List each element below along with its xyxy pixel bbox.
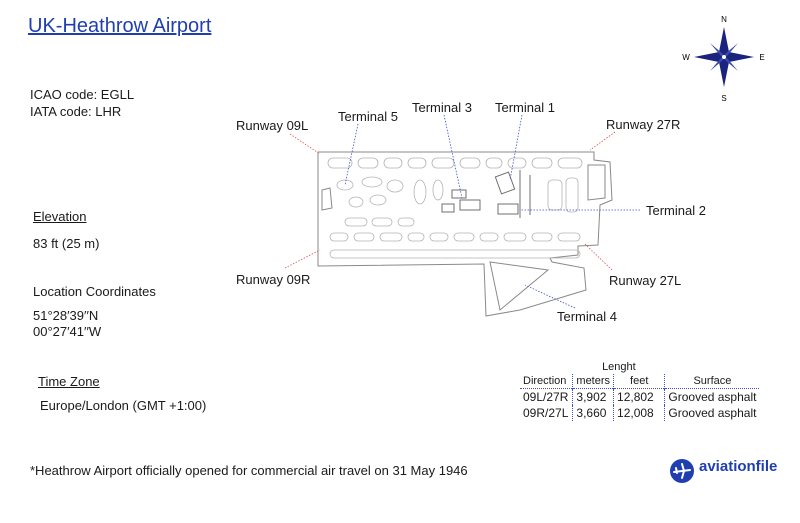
terminal-2-label: Terminal 2 [646, 203, 706, 218]
terminal-1-label: Terminal 1 [495, 100, 555, 115]
terminal-5-label: Terminal 5 [338, 109, 398, 124]
compass-e: E [759, 53, 765, 62]
row2-surface: Grooved asphalt [668, 406, 757, 420]
longitude-value: 00°27′41′′W [33, 324, 102, 339]
terminal-3-label: Terminal 3 [412, 100, 472, 115]
runway-09r-label: Runway 09R [236, 272, 311, 287]
surface-header: Surface [693, 375, 732, 387]
elevation-heading: Elevation [33, 209, 87, 224]
iata-code: IATA code: LHR [30, 104, 122, 119]
brand[interactable] [670, 458, 777, 475]
icao-code: ICAO code: EGLL [30, 87, 135, 102]
compass-rose-icon [694, 27, 754, 87]
row1-meters: 3,902 [573, 389, 614, 406]
taxiway-grid [328, 158, 582, 258]
terminal-4-label: Terminal 4 [557, 309, 617, 324]
row1-surface: Grooved asphalt [668, 390, 757, 404]
latitude-value: 51°28′39′′N [33, 308, 99, 323]
location-heading: Location Coordinates [33, 284, 156, 299]
elevation-value: 83 ft (25 m) [33, 236, 100, 251]
terminal-buildings [442, 170, 530, 218]
runway-09l-label: Runway 09L [236, 118, 309, 133]
row2-feet: 12,008 [614, 405, 665, 421]
table-row [520, 405, 759, 421]
page-title[interactable]: UK-Heathrow Airport [28, 15, 212, 37]
footnote: *Heathrow Airport officially opened for commercial air travel on 31 May 1946 [30, 463, 468, 478]
row1-direction: 09L/27R [520, 389, 573, 406]
compass-s: S [721, 94, 727, 103]
direction-header: Direction [520, 374, 573, 389]
airport-outline [318, 152, 612, 316]
compass-n: N [721, 15, 727, 24]
table-row [520, 389, 759, 406]
feet-header: feet [614, 374, 665, 389]
brand-name: aviationfile [699, 458, 778, 475]
runway-spec-table [520, 360, 759, 421]
timezone-value: Europe/London (GMT +1:00) [40, 398, 207, 413]
row1-feet: 12,802 [614, 389, 665, 406]
compass-w: W [682, 53, 690, 62]
timezone-heading: Time Zone [38, 374, 100, 389]
runway-leaders [285, 132, 615, 270]
runway-27l-label: Runway 27L [609, 273, 682, 288]
row2-meters: 3,660 [573, 405, 614, 421]
length-header: Lenght [602, 361, 636, 373]
row2-direction: 09R/27L [520, 405, 573, 421]
meters-header: meters [573, 374, 614, 389]
runway-27r-label: Runway 27R [606, 117, 681, 132]
terminal-leaders [345, 115, 640, 308]
